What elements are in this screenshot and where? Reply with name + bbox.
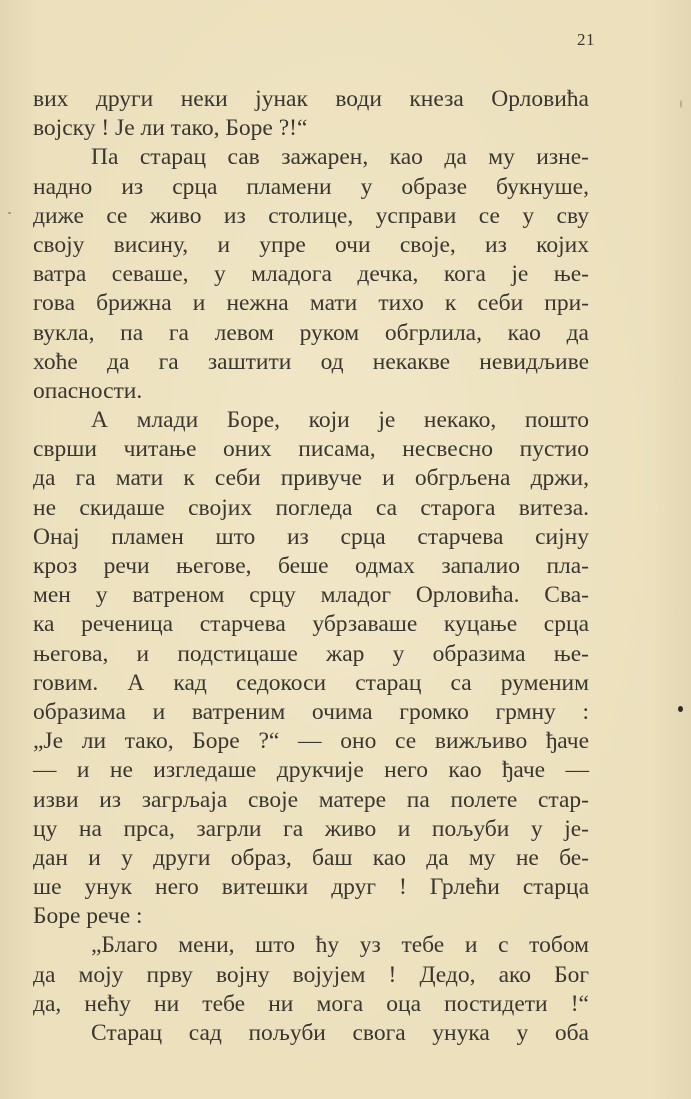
text-line: цу на прса, загрли га живо и пољуби у је- xyxy=(33,815,589,842)
text-line: његова, и подстицаше жар у образима ње- xyxy=(33,640,589,667)
text-line: мен у ватреном срцу младог Орловића. Сва- xyxy=(33,582,589,609)
text-line: опасности. xyxy=(33,377,143,404)
text-line: да, нећу ни тебе ни мога оца постидети !“ xyxy=(33,990,589,1017)
paragraph-first-line: Па старац сав зажарен, као да му изне- xyxy=(91,144,589,171)
ink-speck xyxy=(680,100,682,108)
text-line: не скидаше својих погледа са старога витеза. xyxy=(33,494,589,521)
text-line: кроз речи његове, беше одмах запалио пла- xyxy=(33,553,589,579)
text-line: диже се живо из столице, усправи се у сву xyxy=(33,202,589,229)
text-line: Боре рече : xyxy=(33,903,143,930)
paragraph-first-line: А млади Боре, који је некако, пошто xyxy=(91,407,589,434)
text-line: вукла, па га левом руком обгрлила, као да xyxy=(33,319,589,346)
text-line: — и не изгледаше друкчије него као ђаче — xyxy=(33,757,589,784)
text-line: надно из срца пламени у образе букнуше, xyxy=(33,173,589,200)
text-line: војску ! Је ли тако, Боре ?!“ xyxy=(33,115,308,142)
text-line: вих други неки јунак води кнеза Орловића xyxy=(33,86,589,112)
text-line: образима и ватреним очима громко грмну : xyxy=(33,698,589,725)
text-line: сврши читање оних писама, несвесно пустио xyxy=(33,436,589,463)
page-number: 21 xyxy=(577,30,595,49)
paragraph-first-line: „Благо мени, што ћу уз тебе и с тобом xyxy=(91,932,589,959)
text-line: Онај пламен што из срца старчева сијну xyxy=(33,523,589,550)
text-line: гова брижна и нежна мати тихо к себи при- xyxy=(33,290,589,317)
body-text xyxy=(33,85,589,1048)
text-line: ше унук него витешки друг ! Грлећи старца xyxy=(33,874,589,901)
ink-speck xyxy=(8,212,11,214)
paragraph-first-line: Старац сад пољуби свога унука у оба xyxy=(91,1020,589,1046)
text-line: изви из загрљаја своје матере па полете стар- xyxy=(33,786,589,813)
text-line: хоће да га заштити од некакве невидљиве xyxy=(33,348,589,375)
text-line: ватра севаше, у младога дечка, кога је ње- xyxy=(33,261,589,288)
text-line: говим. А кад седокоси старац са руменим xyxy=(33,669,589,696)
text-line: дан и у други образ, баш као да му не бе- xyxy=(33,844,589,871)
ink-speck xyxy=(678,706,683,712)
text-line: да га мати к себи привуче и обгрљена држи, xyxy=(33,465,589,492)
text-line: ка реченица старчева убрзаваше куцање срца xyxy=(33,611,589,638)
text-line: да моју прву војну војујем ! Дедо, ако Бог xyxy=(33,961,589,988)
text-line: своју висину, и упре очи своје, из којих xyxy=(33,231,589,258)
text-line: „Је ли тако, Боре ?“ — оно се вижљиво ђаче xyxy=(33,728,589,755)
